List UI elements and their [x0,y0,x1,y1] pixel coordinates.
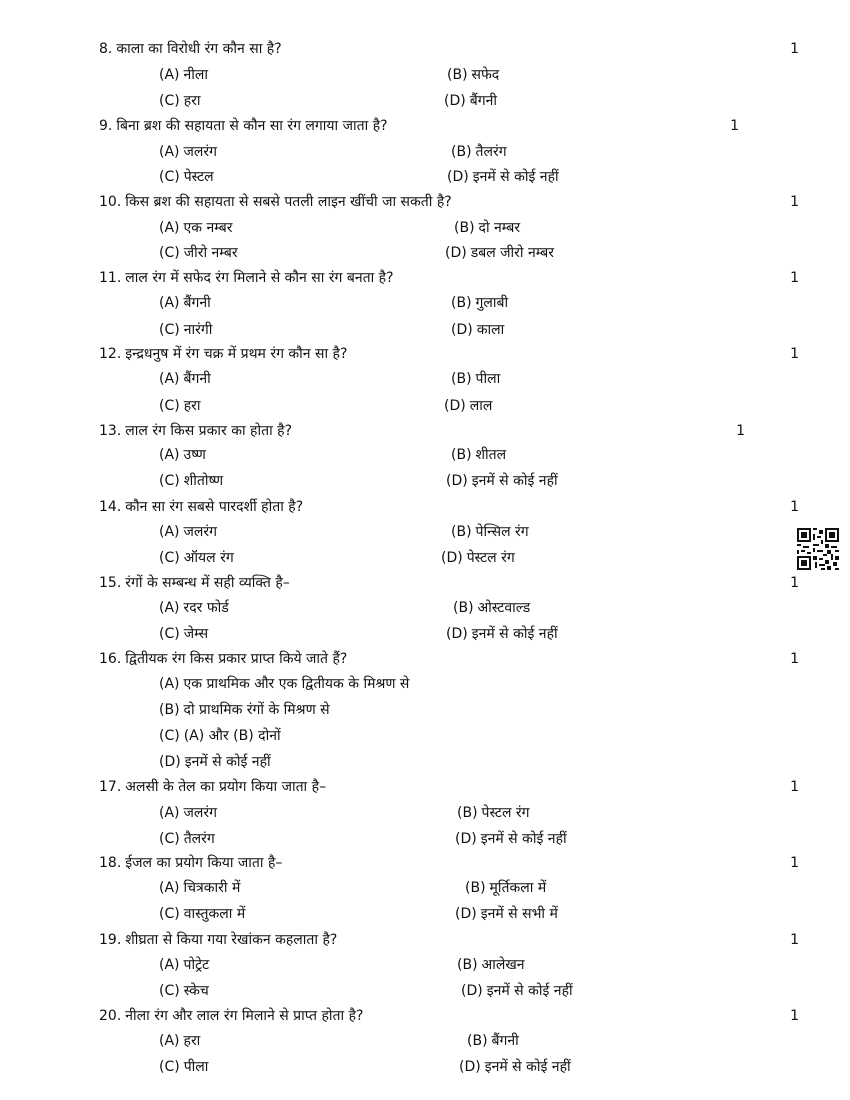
marks: 1 [790,270,799,286]
marks: 1 [790,346,799,362]
question-10: 10. किस ब्रश की सहायता से सबसे पतली लाइन खींची जा सकती है? 1 [99,194,799,210]
option-c: (C) तैलरंग [159,831,215,847]
marks: 1 [790,499,799,515]
option-c: (C) हरा [159,398,201,414]
option-d: (D) इनमें से कोई नहीं [455,831,567,847]
option-d: (D) इनमें से कोई नहीं [446,626,558,642]
marks: 1 [790,779,799,795]
question-13: 13. लाल रंग किस प्रकार का होता है? 1 [99,423,745,439]
option-b: (B) तैलरंग [451,144,507,160]
question-20: 20. नीला रंग और लाल रंग मिलाने से प्राप्त होता है? 1 [99,1008,799,1024]
question-text: नीला रंग और लाल रंग मिलाने से प्राप्त होता है? [125,1008,364,1024]
option-c: (C) वास्तुकला में [159,906,246,922]
option-d: (D) काला [451,322,505,338]
option-a: (A) रदर फोर्ड [159,600,229,616]
option-c: (C) जेम्स [159,626,209,642]
option-d: (D) इनमें से कोई नहीं [447,169,559,185]
option-c: (C) पीला [159,1059,209,1075]
question-text: रंगों के सम्बन्ध में सही व्यक्ति है– [125,575,290,591]
option-a: (A) जलरंग [159,805,218,821]
option-b: (B) आलेखन [457,957,525,973]
marks: 1 [790,1008,799,1024]
option-c: (C) जीरो नम्बर [159,245,238,261]
option-d: (D) इनमें से कोई नहीं [459,1059,571,1075]
marks: 1 [790,855,799,871]
question-text: बिना ब्रश की सहायता से कौन सा रंग लगाया जाता है? [116,118,388,134]
question-text: द्वितीयक रंग किस प्रकार प्राप्त किये जाते हैं? [125,651,348,667]
option-a: (A) उष्ण [159,447,206,463]
question-16: 16. द्वितीयक रंग किस प्रकार प्राप्त किये जाते हैं? 1 [99,651,799,667]
option-a: (A) चित्रकारी में [159,880,241,896]
option-c: (C) पेस्टल [159,169,214,185]
option-c: (C) (A) और (B) दोनों [159,728,281,744]
question-11: 11. लाल रंग में सफेद रंग मिलाने से कौन सा रंग बनता है? 1 [99,270,799,286]
question-8: 8. काला का विरोधी रंग कौन सा है? 1 [99,41,799,57]
question-text: लाल रंग में सफेद रंग मिलाने से कौन सा रंग बनता है? [125,270,394,286]
question-text: लाल रंग किस प्रकार का होता है? [125,423,293,439]
option-b: (B) मूर्तिकला में [465,880,547,896]
option-d: (D) इनमें से कोई नहीं [159,754,271,770]
option-b: (B) दो प्राथमिक रंगों के मिश्रण से [159,702,330,718]
option-c: (C) ऑयल रंग [159,550,234,566]
option-b: (B) पीला [451,371,501,387]
option-d: (D) इनमें से कोई नहीं [461,983,573,999]
option-d: (D) इनमें से कोई नहीं [446,473,558,489]
option-b: (B) दो नम्बर [454,220,521,236]
question-text: शीघ्रता से किया गया रेखांकन कहलाता है? [125,932,338,948]
option-b: (B) गुलाबी [451,295,509,311]
question-text: ईजल का प्रयोग किया जाता है– [125,855,283,871]
option-c: (C) हरा [159,93,201,109]
marks: 1 [790,41,799,57]
marks: 1 [730,118,739,134]
option-c: (C) शीतोष्ण [159,473,224,489]
question-19: 19. शीघ्रता से किया गया रेखांकन कहलाता है? 1 [99,932,799,948]
option-d: (D) लाल [444,398,493,414]
option-d: (D) इनमें से सभी में [455,906,558,922]
question-12: 12. इन्द्रधनुष में रंग चक्र में प्रथम रंग कौन सा है? 1 [99,346,799,362]
option-a: (A) जलरंग [159,524,218,540]
option-c: (C) स्केच [159,983,209,999]
marks: 1 [790,651,799,667]
question-text: अलसी के तेल का प्रयोग किया जाता है– [125,779,327,795]
question-text: किस ब्रश की सहायता से सबसे पतली लाइन खींची जा सकती है? [125,194,452,210]
option-b: (B) सफेद [447,67,500,83]
option-d: (D) डबल जीरो नम्बर [445,245,555,261]
marks: 1 [790,932,799,948]
option-b: (B) ओस्टवाल्ड [453,600,531,616]
marks: 1 [790,575,799,591]
option-b: (B) बैंगनी [467,1033,519,1049]
option-d: (D) पेस्टल रंग [441,550,515,566]
option-d: (D) बैंगनी [444,93,497,109]
option-b: (B) पेस्टल रंग [457,805,530,821]
option-a: (A) एक नम्बर [159,220,233,236]
option-b: (B) पेन्सिल रंग [451,524,529,540]
marks: 1 [790,194,799,210]
option-a: (A) बैंगनी [159,371,211,387]
question-text: काला का विरोधी रंग कौन सा है? [116,41,282,57]
question-9: 9. बिना ब्रश की सहायता से कौन सा रंग लगाया जाता है? 1 [99,118,739,134]
option-a: (A) पोट्रेट [159,957,210,973]
option-c: (C) नारंगी [159,322,213,338]
question-text: कौन सा रंग सबसे पारदर्शी होता है? [125,499,304,515]
question-15: 15. रंगों के सम्बन्ध में सही व्यक्ति है– 1 [99,575,799,591]
question-14: 14. कौन सा रंग सबसे पारदर्शी होता है? 1 [99,499,799,515]
marks: 1 [736,423,745,439]
option-b: (B) शीतल [451,447,507,463]
qr-code-icon[interactable] [797,528,839,570]
option-a: (A) हरा [159,1033,201,1049]
option-a: (A) जलरंग [159,144,218,160]
question-17: 17. अलसी के तेल का प्रयोग किया जाता है– 1 [99,779,799,795]
question-text: इन्द्रधनुष में रंग चक्र में प्रथम रंग कौन सा है? [125,346,348,362]
question-18: 18. ईजल का प्रयोग किया जाता है– 1 [99,855,799,871]
option-a: (A) एक प्राथमिक और एक द्वितीयक के मिश्रण से [159,676,410,692]
option-a: (A) नीला [159,67,209,83]
option-a: (A) बैंगनी [159,295,211,311]
